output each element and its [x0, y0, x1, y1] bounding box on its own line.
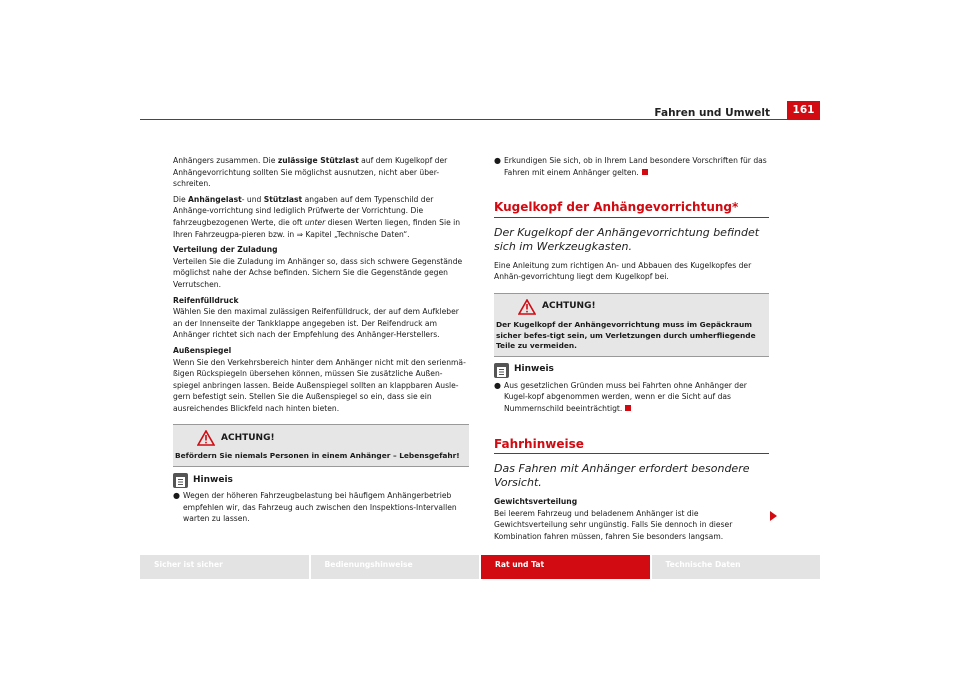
hint-bullet — [494, 380, 769, 415]
paragraph-reifenfuelldruck: Wählen Sie den maximal zulässigen Reifenfülldruck, der auf dem Aufkleber an der Innenseite der Tankklappe angegeben ist. Der Reifendruck am Anhänger richtet sich nach der Empfehlung des Anhänger-Herstellers. — [173, 307, 459, 340]
header-rule — [140, 119, 820, 120]
hint-heading — [173, 473, 469, 488]
warning-triangle-icon — [197, 430, 215, 446]
paragraph-anhaengelast: Die Anhängelast- und Stützlast angaben auf dem Typenschild der Anhänge-vorrichtung sind lediglich Prüfwerte der Vorrichtung. Die fahrzeugbezogenen Werte, die oft unter diesen Werten liegen, finden Sie in Ihren Fahrzeugpa-pieren bzw. in ⇒ Kapitel „Technische Daten“. — [173, 194, 461, 239]
warning-title: ACHTUNG! — [221, 432, 275, 443]
bullet-vorschriften — [494, 155, 769, 178]
subheading-zuladung: Verteilung der Zuladung — [173, 245, 278, 255]
hint-text: Wegen der höheren Fahrzeugbelastung bei häufigem Anhängerbetrieb empfehlen wir, das Fahrzeug auch zwischen den Inspektions-Intervallen warten zu lassen. — [183, 491, 457, 524]
paragraph-gewichtsverteilung: Bei leerem Fahrzeug und beladenem Anhänger ist die Gewichtsverteilung sehr ungünstig. Falls Sie dennoch in dieser Kombination fahren müssen, fahren Sie besonders langsam. — [494, 508, 733, 541]
warning-text: Der Kugelkopf der Anhängevorrichtung muss im Gepäckraum sicher befes-tigt sein, um Verletzungen durch umherfliegende Teile zu vermeiden. — [496, 319, 756, 351]
page-number: 161 — [787, 101, 820, 120]
bullet-icon: ● — [494, 380, 501, 390]
footer-tab-bedienung[interactable]: Bedienungshinweise — [311, 555, 480, 579]
left-column — [173, 155, 469, 525]
footer-tab-technische-daten[interactable]: Technische Daten — [652, 555, 821, 579]
bullet-icon: ● — [173, 491, 180, 501]
paragraph-kugelkopf: Eine Anleitung zum richtigen An- und Abbauen des Kugelkopfes der Anhän-gevorrichtung liegt dem Kugelkopf bei. — [494, 260, 752, 282]
subheading-gewichtsverteilung: Gewichtsverteilung — [494, 497, 578, 507]
paragraph-stuetzlast: Anhängers zusammen. Die zulässige Stützlast auf dem Kugelkopf der Anhängevorrichtung sollten Sie möglichst ausnutzen, nicht aber über-schreiten. — [173, 156, 448, 189]
hint-title: Hinweis — [514, 364, 554, 375]
next-page-arrow-icon[interactable] — [770, 511, 777, 521]
note-icon — [494, 363, 509, 378]
hint-text: Aus gesetzlichen Gründen muss bei Fahrten ohne Anhänger der Kugel-kopf abgenommen werden, wenn er die Sicht auf das Nummernschild beeinträchtigt. — [504, 380, 747, 413]
footer-tab-rat-und-tat[interactable]: Rat und Tat — [481, 555, 650, 579]
section-title-fahrhinweise: Fahrhinweise — [494, 439, 769, 455]
section-lead-fahrhinweise: Das Fahren mit Anhänger erfordert besondere Vorsicht. — [494, 462, 750, 490]
hint-heading — [494, 363, 769, 378]
bullet-vorschriften-text: Erkundigen Sie sich, ob in Ihrem Land besondere Vorschriften für das Fahren mit einem Anhänger gelten. — [504, 156, 767, 177]
warning-triangle-icon — [518, 299, 536, 315]
page-header-title: Fahren und Umwelt — [654, 107, 770, 119]
right-column — [494, 155, 769, 547]
warning-box — [173, 424, 469, 467]
paragraph-aussenspiegel: Wenn Sie den Verkehrsbereich hinter dem Anhänger nicht mit den serienmä-ßigen Rückspiegeln übersehen können, müssen Sie zusätzliche Außen-spiegel anbringen lassen. Beide Außenspiegel sollten an klappbaren Ausle-gern befestigt sein. Stellen Sie die Außenspiegel so ein, dass sie ein ausreichendes Blickfeld nach hinten bieten. — [173, 357, 466, 413]
warning-title: ACHTUNG! — [542, 301, 596, 312]
note-icon — [173, 473, 188, 488]
subheading-aussenspiegel: Außenspiegel — [173, 345, 232, 355]
section-end-icon — [642, 169, 648, 175]
warning-text: Befördern Sie niemals Personen in einem Anhänger – Lebensgefahr! — [175, 451, 460, 461]
hint-bullet — [173, 490, 469, 525]
hint-title: Hinweis — [193, 474, 233, 485]
section-lead-kugelkopf: Der Kugelkopf der Anhängevorrichtung befindet sich im Werkzeugkasten. — [494, 225, 760, 253]
paragraph-zuladung: Verteilen Sie die Zuladung im Anhänger so, dass sich schwere Gegenstände möglichst nahe der Achse befinden. Sichern Sie die Gegenstände gegen Verrutschen. — [173, 256, 463, 289]
section-end-icon — [625, 405, 631, 411]
bullet-icon: ● — [494, 156, 501, 165]
footer-nav — [140, 555, 820, 579]
footer-tab-sicher[interactable]: Sicher ist sicher — [140, 555, 309, 579]
section-title-kugelkopf: Kugelkopf der Anhängevorrichtung* — [494, 202, 769, 218]
subheading-reifenfuelldruck: Reifenfülldruck — [173, 295, 239, 305]
warning-box — [494, 293, 769, 357]
